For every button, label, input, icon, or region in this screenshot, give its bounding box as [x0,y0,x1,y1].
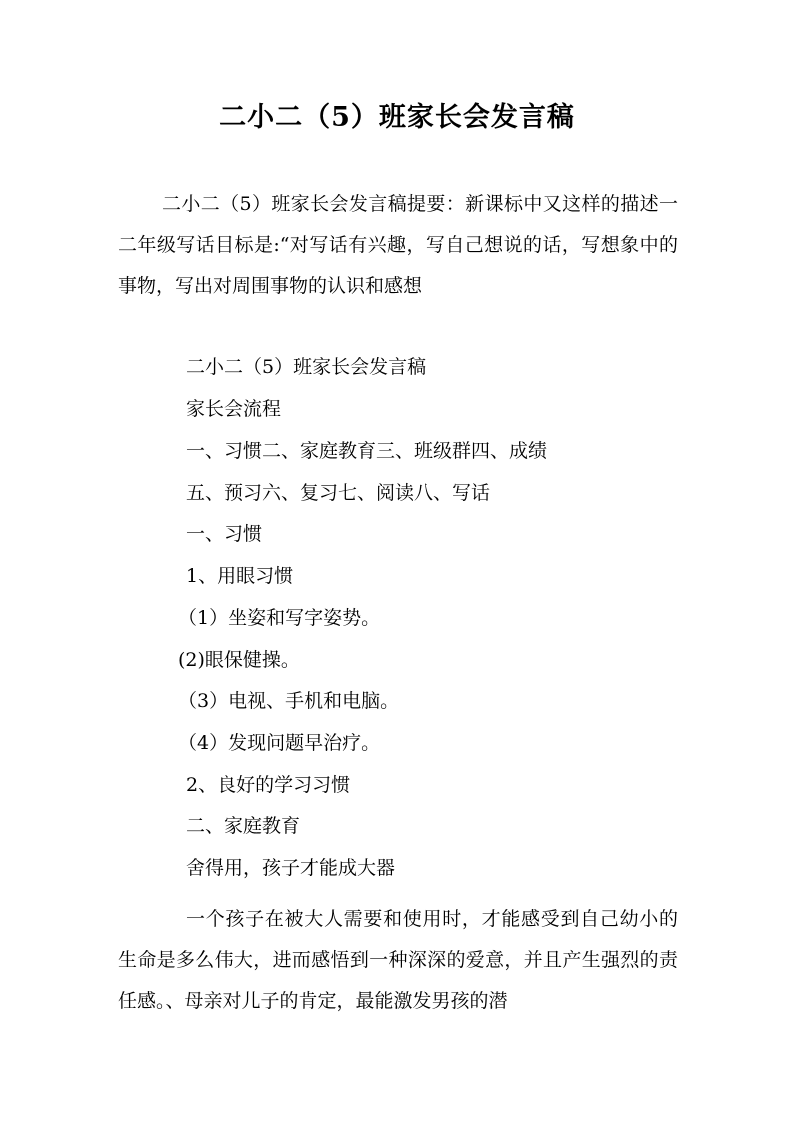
body-line-early-treatment: （4）发现问题早治疗。 [178,732,381,754]
body-line-agenda-1: 一、习惯二、家庭教育三、班级群四、成绩 [186,440,548,462]
body-line-subheading: 舍得用，孩子才能成大器 [186,857,396,879]
body-line-section-family: 二、家庭教育 [186,815,301,837]
body-line-agenda-2: 五、预习六、复习七、阅读八、写话 [186,482,491,504]
body-line-eye-habits: 1、用眼习惯 [186,565,294,587]
body-line-section-habits: 一、习惯 [186,523,263,545]
document-title: 二小二（5）班家长会发言稿 [219,102,575,133]
body-line-heading: 二小二（5）班家长会发言稿 [186,356,427,378]
body-line-study-habits: 2、良好的学习习惯 [186,774,351,796]
body-line-posture: （1）坐姿和写字姿势。 [178,607,381,629]
body-line-meeting-flow: 家长会流程 [186,398,282,420]
summary-paragraph: 二小二（5）班家长会发言稿提要：新课标中又这样的描述一二年级写话目标是:“对写话有兴趣，写自己想说的话，写想象中的事物，写出对周围事物的认识和感想 [118,193,678,297]
body-paragraph: 一个孩子在被大人需要和使用时，才能感受到自己幼小的生命是多么伟大，进而感悟到一种深深的爱意，并且产生强烈的责任感。、母亲对儿子的肯定，最能激发男孩的潜 [118,908,678,1012]
body-line-eye-exercise: (2)眼保健操。 [178,649,300,671]
body-line-screens: （3）电视、手机和电脑。 [178,690,400,712]
